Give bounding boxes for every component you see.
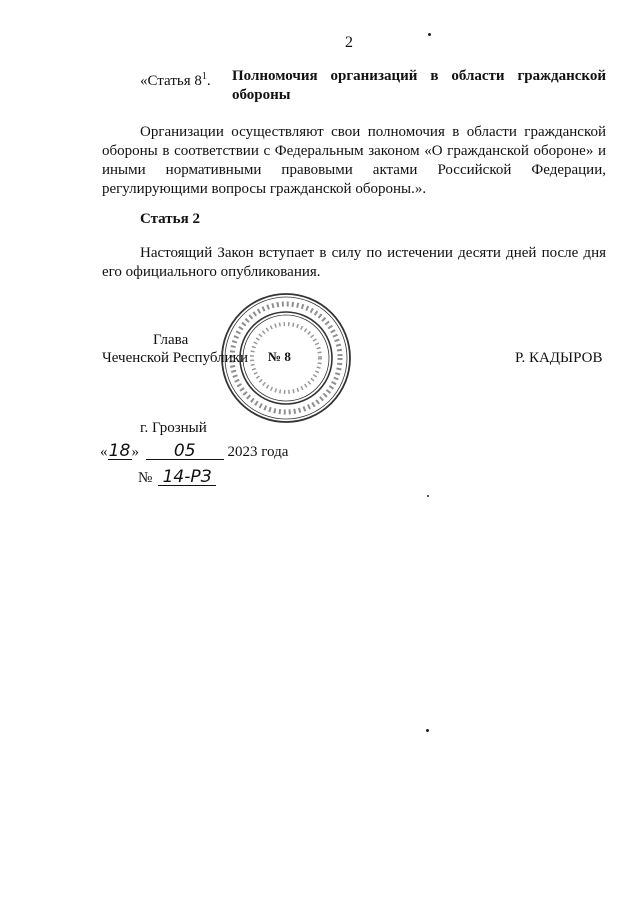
scan-speck: [426, 729, 429, 732]
signatory-name: Р. КАДЫРОВ: [515, 350, 603, 366]
signatory-role-line-2: Чеченской Республики: [102, 350, 248, 366]
scan-speck: [427, 495, 429, 497]
article-8-1-para-line-2: обороны в соответствии с Федеральным законом «О гражданской обороне» и: [102, 143, 606, 159]
date-day-handwritten: 18: [108, 441, 131, 461]
place-of-signing: г. Грозный: [140, 420, 207, 436]
signatory-role-line-1: Глава: [153, 332, 189, 348]
article-2-para-line-2: его официального опубликования.: [102, 264, 321, 280]
article-8-1-para-line-4: регулирующими вопросы гражданской обороны.».: [102, 181, 427, 197]
article-8-1-superscript: 1: [201, 71, 207, 82]
signing-date: «18» 05 2023 года: [100, 441, 289, 461]
seal-number: № 8: [268, 349, 291, 364]
law-number-handwritten: 14-РЗ: [158, 469, 216, 486]
article-8-1-label: «Статья $8^1$.: [140, 71, 211, 89]
article-8-1-title-line-1: Полномочия организаций в области гражданской: [232, 68, 606, 84]
article-8-1-para-line-3: иными нормативными правовыми актами Российской Федерации,: [102, 162, 606, 178]
law-number: № 14-РЗ: [138, 469, 216, 488]
article-8-1-title-line-2: обороны: [232, 87, 291, 103]
article-2-para-line-1: Настоящий Закон вступает в силу по истечении десяти дней после дня: [140, 245, 606, 261]
article-2-heading: Статья 2: [140, 211, 200, 227]
scan-speck: [428, 33, 431, 36]
date-month-handwritten: 05: [146, 443, 224, 460]
page-number: 2: [345, 34, 353, 51]
article-8-1-para-line-1: Организации осуществляют свои полномочия в области гражданской: [140, 124, 606, 140]
